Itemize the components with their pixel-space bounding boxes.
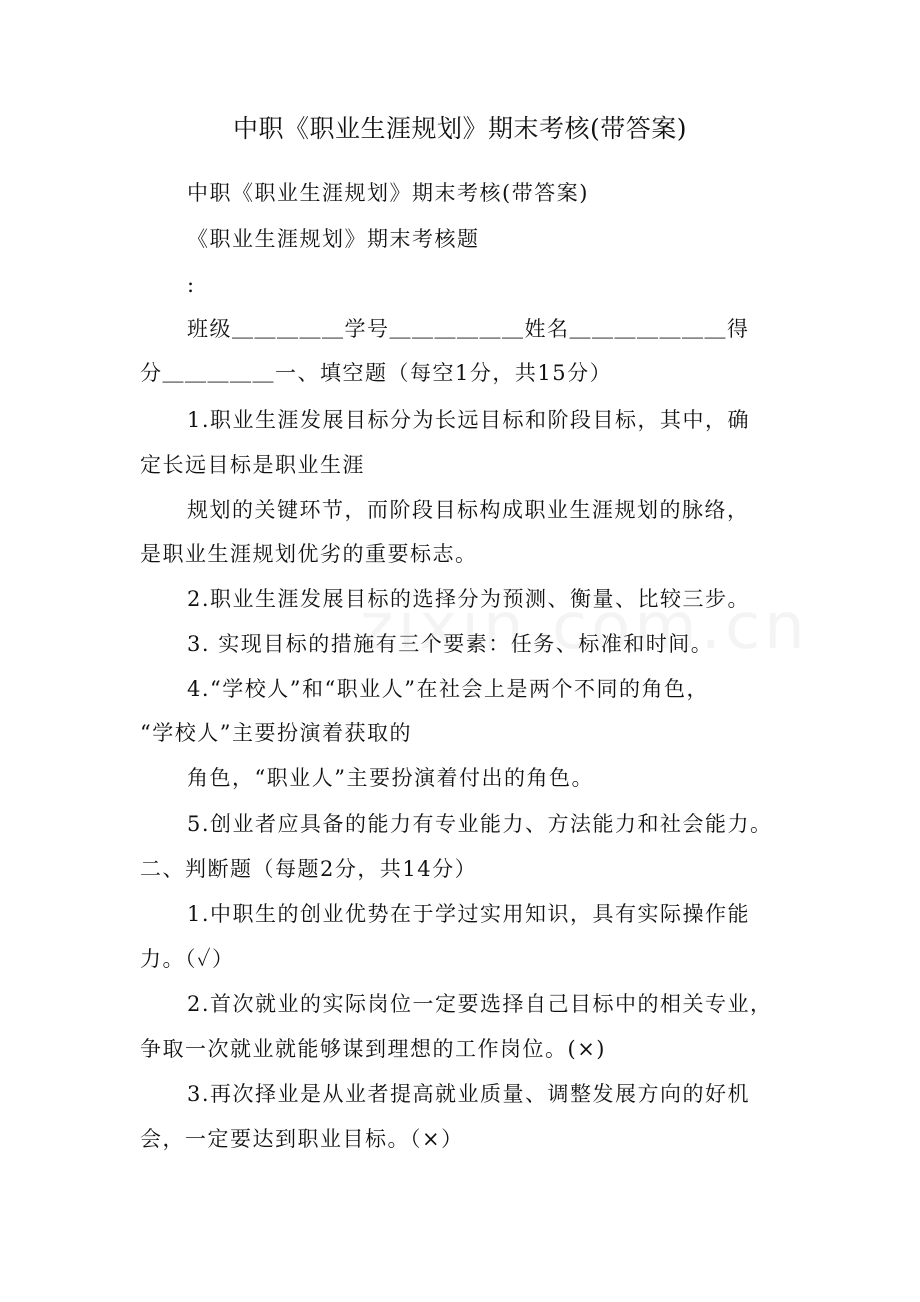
text-line: 4.“学校人”和“职业人”在社会上是两个不同的角色， xyxy=(187,677,709,701)
text-line: 《职业生涯规划》期末考核题 xyxy=(187,227,480,251)
text-line: : xyxy=(187,273,196,297)
text-line: 规划的关键环节，而阶段目标构成职业生涯规划的脉络， xyxy=(187,498,750,522)
text-line: 1.中职生的创业优势在于学过实用知识，具有实际操作能 xyxy=(187,902,751,926)
text-line: 争取一次就业就能够谋到理想的工作岗位。(×) xyxy=(140,1037,606,1061)
text-line: 定长远目标是职业生涯 xyxy=(140,453,365,477)
document-title: 中职《职业生涯规划》期末考核(带答案) xyxy=(232,114,687,143)
text-line: 2.职业生涯发展目标的选择分为预测、衡量、比较三步。 xyxy=(187,587,751,611)
text-line: 1.职业生涯发展目标分为长远目标和阶段目标，其中，确 xyxy=(187,408,751,432)
text-line: 中职《职业生涯规划》期末考核(带答案) xyxy=(187,181,589,205)
text-line: 角色，“职业人”主要扮演着付出的角色。 xyxy=(187,766,594,790)
text-line: “学校人”主要扮演着获取的 xyxy=(140,721,412,745)
text-line: 力。（✓） xyxy=(140,947,235,971)
text-line: 班级＿＿＿＿＿学号＿＿＿＿＿＿姓名＿＿＿＿＿＿＿得 xyxy=(187,317,750,341)
text-line: 3. 实现目标的措施有三个要素：任务、标准和时间。 xyxy=(187,632,714,656)
text-line: 分＿＿＿＿＿一、填空题（每空1分，共15分） xyxy=(140,361,613,385)
text-line: 会，一定要达到职业目标。（×） xyxy=(140,1127,464,1151)
text-line: 3.再次择业是从业者提高就业质量、调整发展方向的好机 xyxy=(187,1082,751,1106)
text-line: 5.创业者应具备的能力有专业能力、方法能力和社会能力。 xyxy=(187,812,773,836)
text-line: 是职业生涯规划优劣的重要标志。 xyxy=(140,542,478,566)
text-line: 2.首次就业的实际岗位一定要选择自己目标中的相关专业， xyxy=(187,992,773,1016)
section-heading: 二、判断题（每题2分，共14分） xyxy=(140,857,478,881)
